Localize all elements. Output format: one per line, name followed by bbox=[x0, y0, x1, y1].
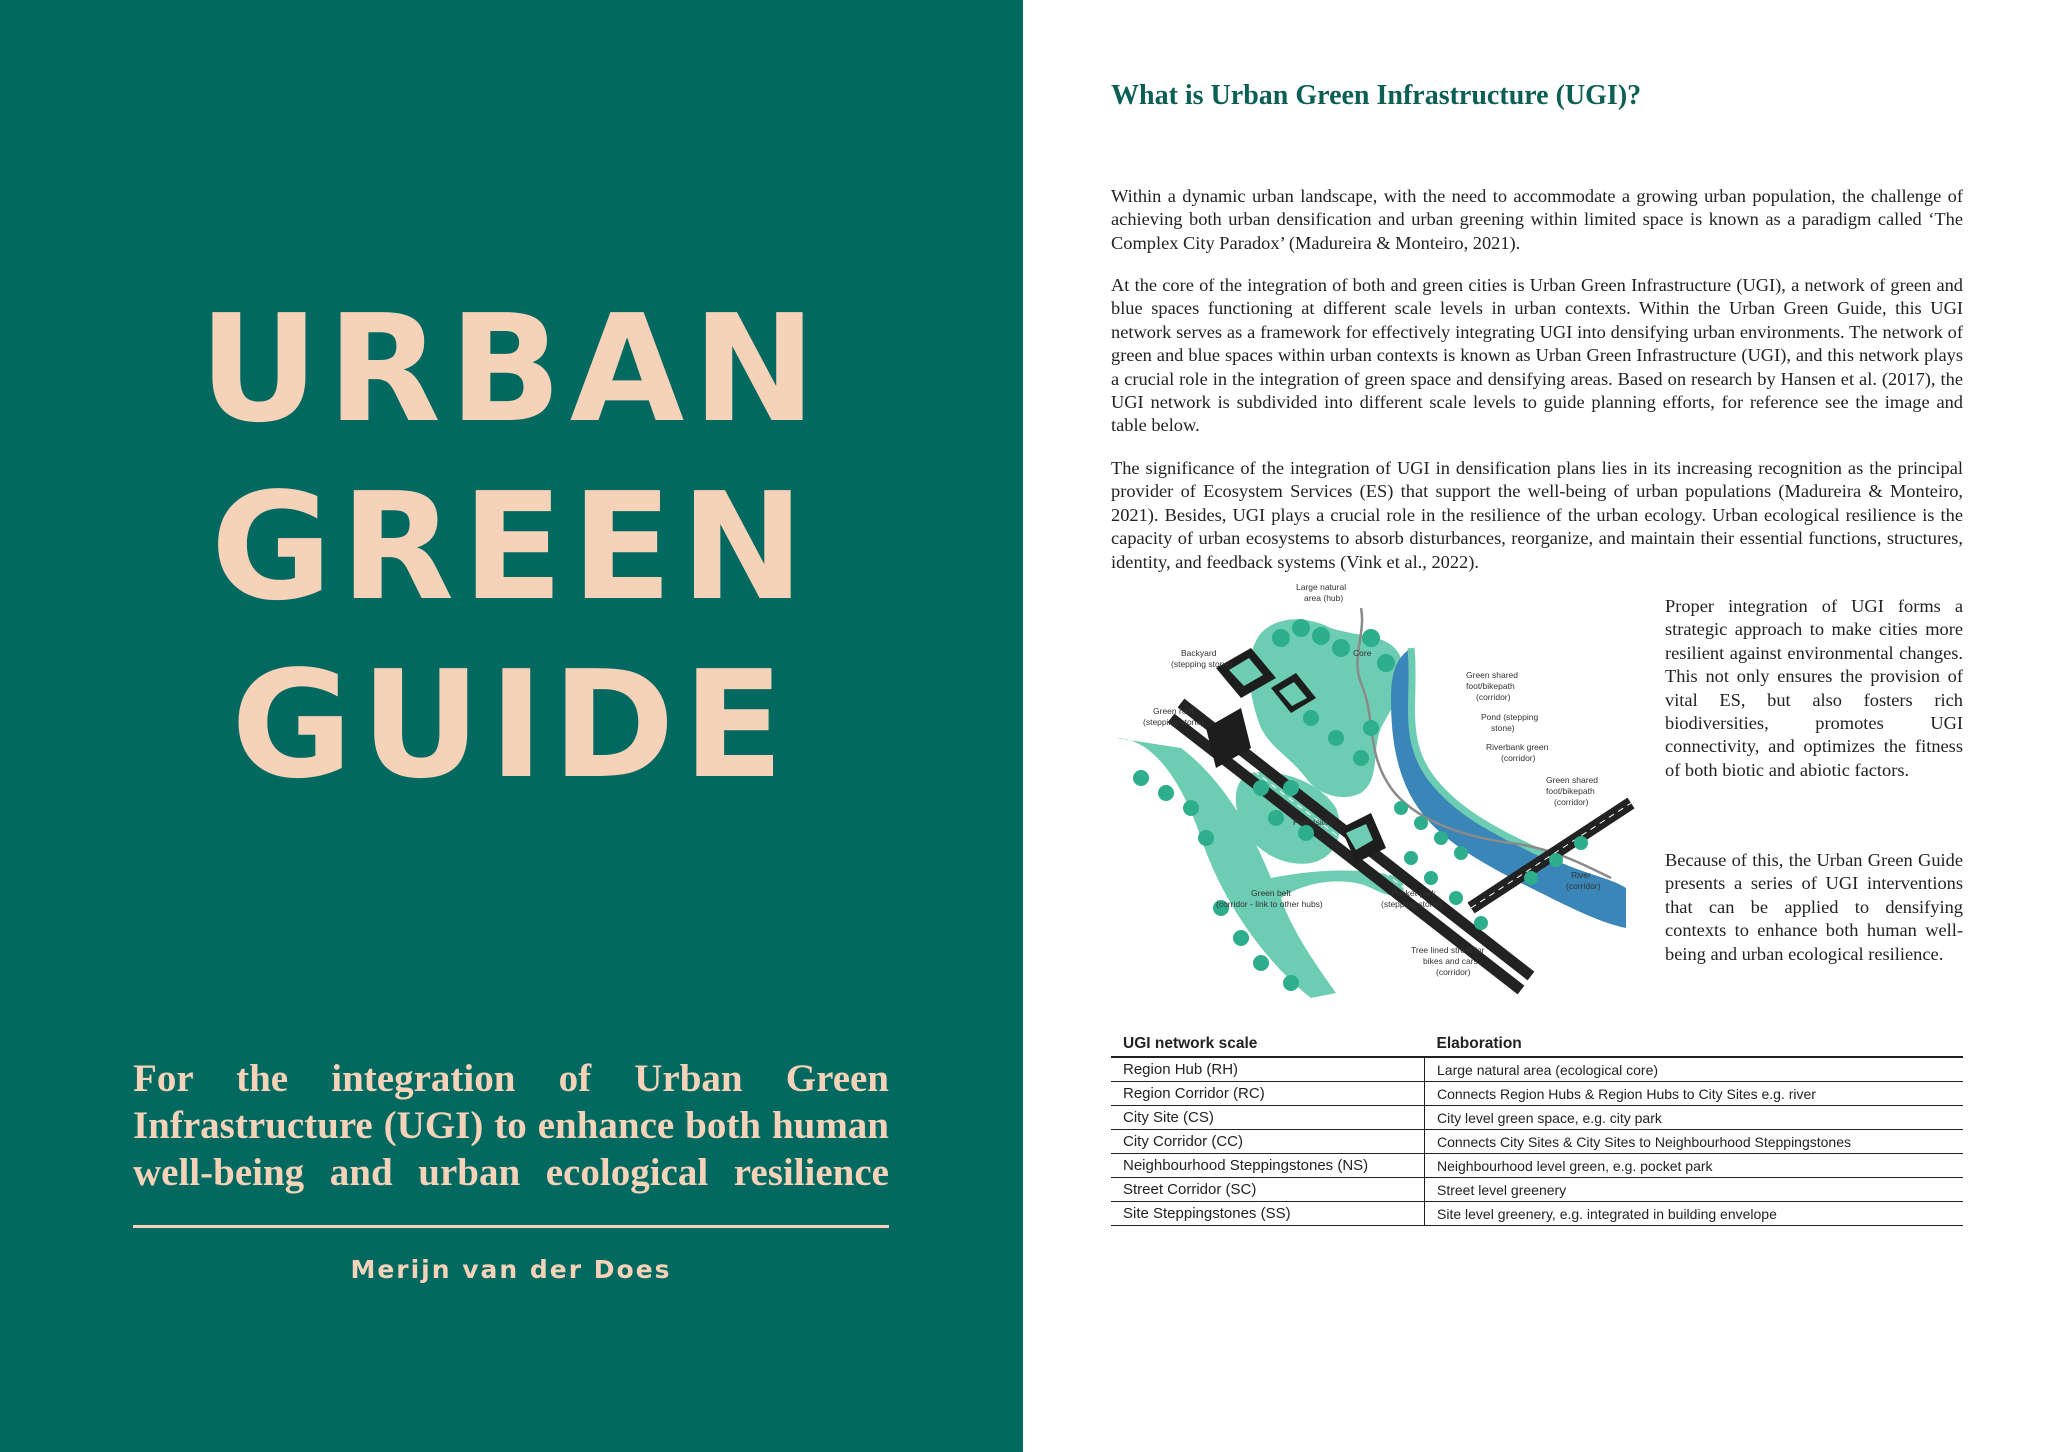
header-elaboration: Elaboration bbox=[1425, 1032, 1964, 1057]
table-row bbox=[1111, 1130, 1963, 1154]
cover-subtitle: For the integration of Urban Green Infrastructure (UGI) to enhance both human well-being and urban ecological resilience bbox=[133, 1057, 889, 1194]
paragraph-2: At the core of the integration of both and green cities is Urban Green Infrastructure (UGI), a network of green and blue spaces functioning at different scale levels in urban contexts. Within the Urban Green Guide, this UGI network serves as a framework for effectively integrating UGI into densifying urban environments. The network of green and blue spaces within urban contexts is known as Urban Green Infrastructure (UGI), and this network plays a crucial role in the integration of green space and densifying areas. Based on research by Hansen et al. (2017), the UGI network is subdivided into different scale levels to guide planning efforts, for reference see the image and table below. bbox=[1111, 275, 1963, 436]
label-backyard-1: Backyard bbox=[1181, 648, 1217, 658]
label-tree-street-2: bikes and cars bbox=[1423, 956, 1478, 966]
cell-elaboration: Large natural area (ecological core) bbox=[1425, 1057, 1964, 1082]
paragraph-5: Because of this, the Urban Green Guide presents a series of UGI interventions that can be applied to densifying contexts to enhance both human well-being and urban ecological resilience. bbox=[1665, 850, 1963, 964]
cell-scale: Region Hub (RH) bbox=[1111, 1057, 1425, 1082]
cover-divider bbox=[133, 1225, 889, 1228]
label-green-roof-2: (stepping stone) bbox=[1143, 717, 1204, 727]
label-bikepath2-1: Green shared bbox=[1546, 775, 1598, 785]
table-row bbox=[1111, 1202, 1963, 1226]
label-river-2: (corridor) bbox=[1566, 881, 1601, 891]
cell-scale: Site Steppingstones (SS) bbox=[1111, 1202, 1425, 1226]
table-header-row bbox=[1111, 1032, 1963, 1057]
cover-page bbox=[0, 0, 1023, 1452]
label-pocket-park-2: (stepping stone) bbox=[1381, 899, 1442, 909]
label-tree-street-1: Tree lined street for bbox=[1411, 945, 1485, 955]
label-hub-2: area (hub) bbox=[1304, 593, 1344, 603]
label-core: Core bbox=[1353, 648, 1372, 658]
label-riverbank-1: Riverbank green bbox=[1486, 742, 1549, 752]
cell-elaboration: Street level greenery bbox=[1425, 1178, 1964, 1202]
content-page bbox=[1023, 0, 2048, 1452]
cell-elaboration: Neighbourhood level green, e.g. pocket park bbox=[1425, 1154, 1964, 1178]
label-green-roof-1: Green roof bbox=[1153, 706, 1194, 716]
cover-title bbox=[0, 280, 1023, 814]
cell-elaboration: City level green space, e.g. city park bbox=[1425, 1106, 1964, 1130]
table-row bbox=[1111, 1106, 1963, 1130]
label-pond-1: Pond (stepping bbox=[1481, 712, 1539, 722]
cell-scale: Region Corridor (RC) bbox=[1111, 1082, 1425, 1106]
cover-title-line-3: GUIDE bbox=[231, 639, 792, 811]
cell-elaboration: Site level greenery, e.g. integrated in building envelope bbox=[1425, 1202, 1964, 1226]
cell-scale: City Site (CS) bbox=[1111, 1106, 1425, 1130]
ugi-scale-table bbox=[1111, 1032, 1963, 1226]
label-backyard-2: (stepping stone) bbox=[1171, 659, 1232, 669]
paragraph-3: The significance of the integration of UGI in densification plans lies in its increasing recognition as the principal provider of Ecosystem Services (ES) that support the well-being of urban populations (Madureira & Monteiro, 2021). Besides, UGI plays a crucial role in the resilience of the urban ecology. Urban ecological resilience is the capacity of urban ecosystems to absorb disturbances, reorganize, and maintain their essential functions, structures, identity, and feedback systems (Vink et al., 2022). bbox=[1111, 458, 1963, 572]
cell-scale: City Corridor (CC) bbox=[1111, 1130, 1425, 1154]
label-tree-street-3: (corridor) bbox=[1436, 967, 1471, 977]
cover-title-line-2: GREEN bbox=[210, 461, 813, 633]
label-park: Park (site) bbox=[1293, 817, 1332, 827]
label-river-1: River bbox=[1571, 870, 1591, 880]
label-bikepath1-2: foot/bikepath bbox=[1466, 681, 1515, 691]
label-bikepath1-3: (corridor) bbox=[1476, 692, 1511, 702]
label-green-belt-1: Green belt bbox=[1251, 888, 1291, 898]
header-scale: UGI network scale bbox=[1111, 1032, 1425, 1057]
label-bikepath1-1: Green shared bbox=[1466, 670, 1518, 680]
ugi-network-diagram bbox=[1111, 578, 1661, 1008]
paragraph-1: Within a dynamic urban landscape, with the need to accommodate a growing urban population, the challenge of achieving both urban densification and urban greening within limited space is known as a paradigm called ‘The Complex City Paradox’ (Madureira & Monteiro, 2021). bbox=[1111, 186, 1963, 253]
label-bikepath2-3: (corridor) bbox=[1554, 797, 1589, 807]
cell-elaboration: Connects City Sites & City Sites to Neighbourhood Steppingstones bbox=[1425, 1130, 1964, 1154]
label-pond-2: stone) bbox=[1491, 723, 1515, 733]
label-riverbank-2: (corridor) bbox=[1501, 753, 1536, 763]
page-title: What is Urban Green Infrastructure (UGI)? bbox=[1111, 80, 1642, 111]
paragraph-4: Proper integration of UGI forms a strategic approach to make cities more resilient against environmental changes. This not only ensures the provision of vital ES, but also fosters rich biodiversities, promotes UGI connectivity, and optimizes the fitness of both biotic and abiotic factors. bbox=[1665, 596, 1963, 780]
cell-scale: Neighbourhood Steppingstones (NS) bbox=[1111, 1154, 1425, 1178]
cell-elaboration: Connects Region Hubs & Region Hubs to City Sites e.g. river bbox=[1425, 1082, 1964, 1106]
label-hub-1: Large natural bbox=[1296, 582, 1347, 592]
cover-author: Merijn van der Does bbox=[350, 1255, 672, 1284]
label-pocket-park-1: Pocket park bbox=[1391, 888, 1436, 898]
cell-scale: Street Corridor (SC) bbox=[1111, 1178, 1425, 1202]
label-bikepath2-2: foot/bikepath bbox=[1546, 786, 1595, 796]
cover-title-line-1: URBAN bbox=[198, 283, 825, 455]
table-row bbox=[1111, 1082, 1963, 1106]
table-row bbox=[1111, 1057, 1963, 1082]
label-green-belt-2: (corridor - link to other hubs) bbox=[1216, 899, 1323, 909]
table-row bbox=[1111, 1178, 1963, 1202]
table-row bbox=[1111, 1154, 1963, 1178]
